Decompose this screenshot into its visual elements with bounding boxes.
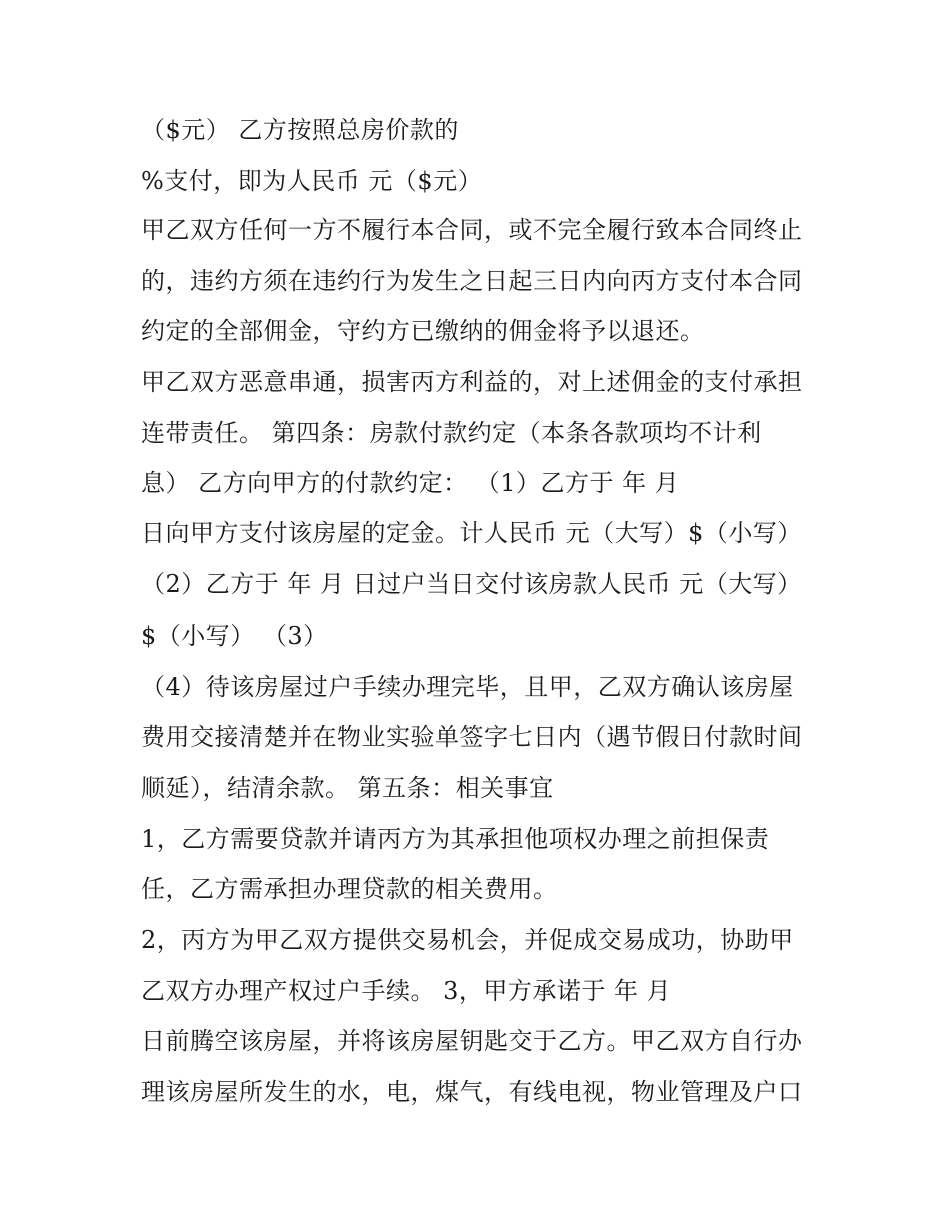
- text-line: %支付，即为人民币 元（$元）: [141, 167, 483, 195]
- text-line: 甲乙双方任何一方不履行本合同，或不完全履行致本合同终止: [141, 216, 803, 244]
- text-line: 顺延），结清余款。 第五条：相关事宜: [141, 774, 554, 802]
- text-line: 1，乙方需要贷款并请丙方为其承担他项权办理之前担保责: [141, 825, 770, 853]
- text-line: 费用交接清楚并在物业实验单签字七日内（遇节假日付款时间: [141, 723, 803, 751]
- text-line: 约定的全部佣金，守约方已缴纳的佣金将予以退还。: [141, 317, 705, 345]
- text-line: 连带责任。 第四条：房款付款约定（本条各款项均不计利: [141, 419, 762, 447]
- text-line: 2，丙方为甲乙双方提供交易机会，并促成交易成功，协助甲: [141, 926, 794, 954]
- text-line: （4）待该房屋过户手续办理完毕，且甲，乙双方确认该房屋: [141, 673, 794, 701]
- text-line: 日前腾空该房屋，并将该房屋钥匙交于乙方。甲乙双方自行办: [141, 1027, 803, 1055]
- text-line: 日向甲方支付该房屋的定金。计人民币 元（大写）$（小写）: [141, 519, 802, 547]
- text-line: （2）乙方于 年 月 日过户当日交付该房款人民币 元（大写）: [141, 570, 802, 598]
- text-line: 甲乙双方恶意串通，损害丙方利益的，对上述佣金的支付承担: [141, 368, 803, 396]
- text-line: 乙双方办理产权过户手续。 3，甲方承诺于 年 月: [141, 977, 672, 1005]
- text-line: 的，违约方须在违约行为发生之日起三日内向丙方支付本合同: [141, 267, 803, 295]
- text-line: 理该房屋所发生的水，电，煤气，有线电视，物业管理及户口: [141, 1078, 803, 1106]
- text-line: 任，乙方需承担办理贷款的相关费用。: [141, 875, 558, 903]
- text-line: （$元） 乙方按照总房价款的: [141, 116, 459, 144]
- text-line: $（小写） （3）: [141, 622, 328, 650]
- text-line: 息） 乙方向甲方的付款约定： （1）乙方于 年 月: [141, 469, 680, 497]
